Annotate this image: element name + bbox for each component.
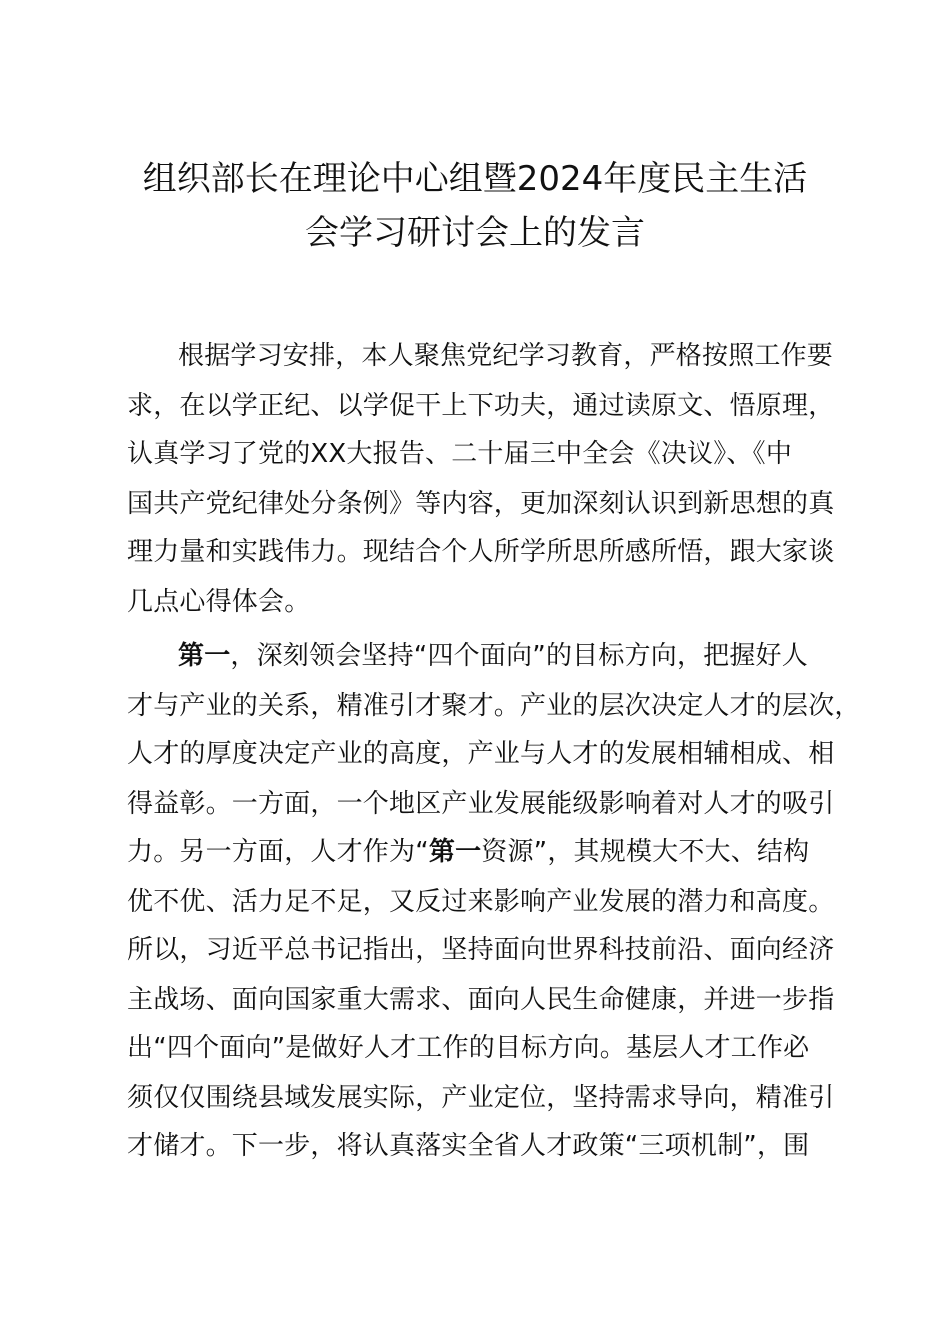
para1-line-3: 认真学习了党的XX大报告、二十届三中全会《决议》、《中 [127,439,793,469]
para2-line-4: 得益彰。一方面，一个地区产业发展能级影响着对人才的吸引 [127,789,835,819]
para2-line-1-text: ，深刻领会坚持“四个面向”的目标方向，把握好人 [230,641,808,671]
para2-line-5-a: 力。另一方面，人才作为“ [127,837,429,867]
document-title-line-2: 会学习研讨会上的发言 [305,213,645,253]
para2-line-8: 主战场、面向国家重大需求、面向人民生命健康，并进一步指 [127,985,835,1015]
para2-line-6: 优不优、活力足不足，又反过来影响产业发展的潜力和高度。 [127,887,835,917]
para2-line-3: 人才的厚度决定产业的高度，产业与人才的发展相辅相成、相 [127,739,835,769]
para2-line-1 [178,636,898,676]
document-title-line-1: 组织部长在理论中心组暨2024年度民主生活 [142,159,808,199]
para1-line-2: 求，在以学正纪、以学促干上下功夫，通过读原文、悟原理， [127,391,835,421]
para2-line-11: 才储才。下一步，将认真落实全省人才政策“三项机制”，围 [127,1131,810,1161]
para2-line-2: 才与产业的关系，精准引才聚才。产业的层次决定人才的层次， [127,691,861,721]
para2-line-5-bold: 第一 [428,837,482,867]
para2-line-5-b: 资源”，其规模大不大、结构 [481,837,810,867]
para1-line-1: 根据学习安排，本人聚焦党纪学习教育，严格按照工作要 [178,341,834,371]
para2-line-9: 出“四个面向”是做好人才工作的目标方向。基层人才工作必 [127,1033,810,1063]
para1-line-4: 国共产党纪律处分条例》等内容，更加深刻认识到新思想的真 [127,489,835,519]
para1-line-5: 理力量和实践伟力。现结合个人所学所思所感所悟，跟大家谈 [127,537,835,567]
para2-line-10: 须仅仅围绕县域发展实际，产业定位，坚持需求导向，精准引 [127,1083,835,1113]
para2-line-5 [127,832,847,872]
para2-line-7: 所以，习近平总书记指出，坚持面向世界科技前沿、面向经济 [127,935,835,965]
para2-lead-bold: 第一 [178,641,231,671]
para1-line-6: 几点心得体会。 [127,587,311,617]
